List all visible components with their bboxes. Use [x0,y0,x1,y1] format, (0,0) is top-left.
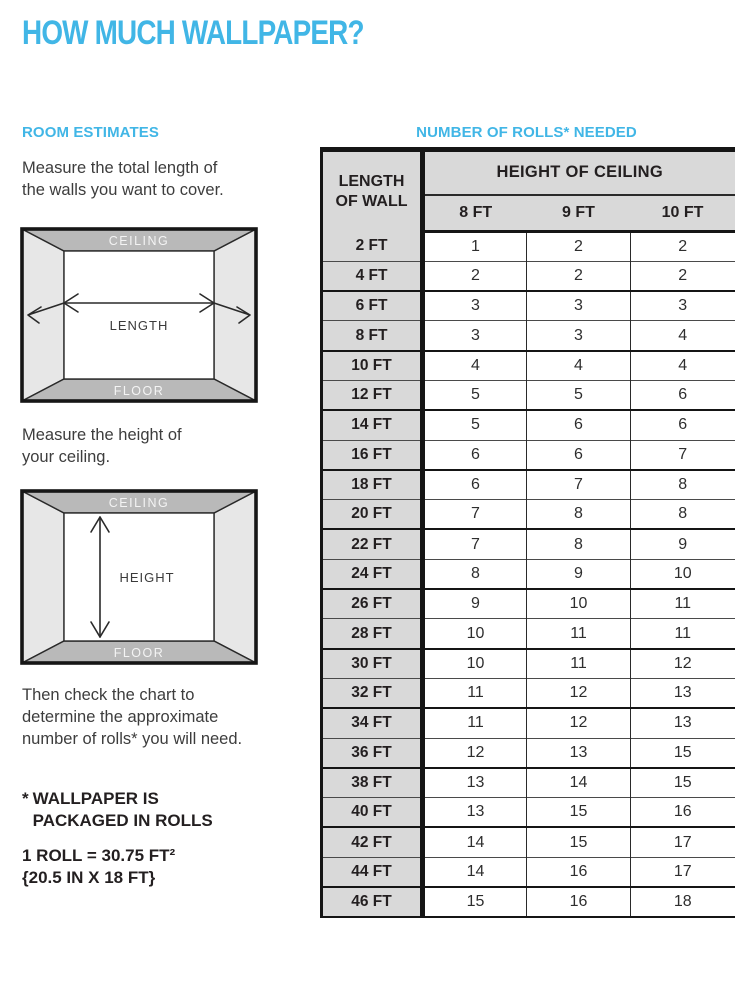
rolls-value: 11 [631,619,735,649]
wall-length-label: 20 FT [322,500,423,530]
room-estimates-heading: ROOM ESTIMATES [22,124,159,141]
rolls-value: 6 [423,470,527,500]
col-header-8ft: 8 FT [423,195,527,232]
rolls-table-body [322,232,735,917]
rolls-value: 9 [527,559,631,589]
rolls-value: 10 [423,649,527,679]
table-row [322,321,735,351]
rolls-value: 13 [423,768,527,798]
wall-length-label: 10 FT [322,351,423,381]
wall-length-label: 8 FT [322,321,423,351]
length-label: LENGTH [109,318,169,333]
rolls-value: 7 [631,440,735,470]
rolls-value: 13 [631,708,735,738]
wall-length-label: 26 FT [322,589,423,619]
rolls-value: 8 [631,500,735,530]
rolls-value: 2 [631,261,735,291]
ceiling-label: CEILING [108,496,170,510]
rolls-table-header [322,150,735,232]
rolls-value: 6 [631,380,735,410]
ceiling-label: CEILING [108,234,170,248]
packaged-in-rolls-note [22,788,302,832]
table-row [322,678,735,708]
rolls-value: 18 [631,887,735,917]
rolls-value: 10 [527,589,631,619]
rolls-value: 12 [527,678,631,708]
floor-label: FLOOR [113,646,165,660]
rolls-value: 8 [631,470,735,500]
floor-label: FLOOR [113,384,165,398]
rolls-value: 14 [423,827,527,857]
rolls-value: 6 [423,440,527,470]
rolls-value: 3 [527,291,631,321]
rolls-value: 6 [631,410,735,440]
rolls-value: 10 [423,619,527,649]
wall-length-label: 24 FT [322,559,423,589]
rolls-value: 7 [423,529,527,559]
rolls-value: 1 [423,232,527,262]
col-header-9ft: 9 FT [527,195,631,232]
packaged-in-rolls-text: WALLPAPER IS PACKAGED IN ROLLS [32,789,213,830]
rolls-value: 5 [423,380,527,410]
table-row [322,559,735,589]
rolls-table [320,147,735,918]
rolls-value: 5 [423,410,527,440]
table-row [322,798,735,828]
wall-length-label: 28 FT [322,619,423,649]
rolls-needed-heading: NUMBER OF ROLLS* NEEDED [416,124,637,141]
rolls-value: 17 [631,857,735,887]
rolls-value: 4 [527,351,631,381]
rolls-value: 6 [527,440,631,470]
measure-height-text: Measure the height of your ceiling. [22,426,182,466]
rolls-value: 7 [527,470,631,500]
asterisk: * [22,789,29,808]
rolls-value: 3 [423,321,527,351]
rolls-value: 17 [631,827,735,857]
rolls-value: 15 [423,887,527,917]
rolls-value: 3 [527,321,631,351]
wall-length-label: 32 FT [322,678,423,708]
table-row [322,589,735,619]
rolls-value: 2 [631,232,735,262]
table-row [322,768,735,798]
rolls-value: 14 [423,857,527,887]
rolls-value: 16 [527,857,631,887]
wall-length-label: 30 FT [322,649,423,679]
table-row [322,291,735,321]
rolls-value: 12 [527,708,631,738]
col-header-10ft: 10 FT [631,195,735,232]
rolls-value: 3 [631,291,735,321]
room-height-diagram [20,489,258,665]
table-row [322,410,735,440]
roll-size-note: 1 ROLL = 30.75 FT² {20.5 IN X 18 FT} [22,846,176,887]
table-row [322,261,735,291]
rolls-value: 11 [527,619,631,649]
rolls-value: 15 [527,827,631,857]
rolls-value: 2 [423,261,527,291]
table-row [322,232,735,262]
back-wall [64,251,214,379]
rolls-value: 9 [423,589,527,619]
wall-length-label: 40 FT [322,798,423,828]
rolls-value: 12 [631,649,735,679]
rolls-value: 13 [631,678,735,708]
rolls-value: 9 [631,529,735,559]
table-row [322,857,735,887]
wall-length-label: 34 FT [322,708,423,738]
wall-length-label: 4 FT [322,261,423,291]
rolls-value: 8 [527,529,631,559]
table-row [322,649,735,679]
table-bottom-tab [320,961,424,972]
measure-length-text: Measure the total length of the walls you want to cover. [22,159,224,199]
rolls-value: 2 [527,232,631,262]
rolls-value: 4 [631,321,735,351]
rolls-value: 11 [423,708,527,738]
rolls-value: 5 [527,380,631,410]
rolls-value: 8 [423,559,527,589]
wall-length-label: 42 FT [322,827,423,857]
rolls-value: 10 [631,559,735,589]
rolls-value: 16 [631,798,735,828]
table-row [322,380,735,410]
rolls-value: 15 [631,768,735,798]
wall-length-label: 44 FT [322,857,423,887]
rolls-value: 14 [527,768,631,798]
table-row [322,470,735,500]
table-row [322,708,735,738]
wall-length-label: 14 FT [322,410,423,440]
wall-length-label: 36 FT [322,738,423,768]
table-row [322,887,735,917]
rolls-value: 16 [527,887,631,917]
wall-length-label: 18 FT [322,470,423,500]
rolls-value: 11 [527,649,631,679]
table-row [322,351,735,381]
left-wall [22,491,64,663]
table-row [322,738,735,768]
rolls-value: 6 [527,410,631,440]
rolls-value: 11 [631,589,735,619]
rolls-value: 15 [631,738,735,768]
wall-length-label: 12 FT [322,380,423,410]
height-of-ceiling-header: HEIGHT OF CEILING [423,150,735,195]
wall-length-label: 2 FT [322,232,423,262]
height-label: HEIGHT [119,570,175,585]
rolls-value: 4 [423,351,527,381]
room-length-diagram [20,227,258,403]
wall-length-label: 6 FT [322,291,423,321]
rolls-value: 11 [423,678,527,708]
check-chart-text: Then check the chart to determine the approximate number of rolls* you will need. [22,686,243,748]
table-row [322,529,735,559]
rolls-value: 3 [423,291,527,321]
wall-length-label: 46 FT [322,887,423,917]
rolls-value: 12 [423,738,527,768]
rolls-value: 7 [423,500,527,530]
wall-length-label: 38 FT [322,768,423,798]
rolls-value: 15 [527,798,631,828]
rolls-value: 8 [527,500,631,530]
wall-length-label: 22 FT [322,529,423,559]
right-wall [214,491,256,663]
table-row [322,500,735,530]
rolls-value: 4 [631,351,735,381]
page-title: HOW MUCH WALLPAPER? [22,14,364,52]
wall-length-label: 16 FT [322,440,423,470]
rolls-value: 13 [423,798,527,828]
table-row [322,619,735,649]
length-of-wall-header: LENGTH OF WALL [322,150,423,232]
rolls-value: 2 [527,261,631,291]
rolls-value: 13 [527,738,631,768]
table-row [322,440,735,470]
table-row [322,827,735,857]
